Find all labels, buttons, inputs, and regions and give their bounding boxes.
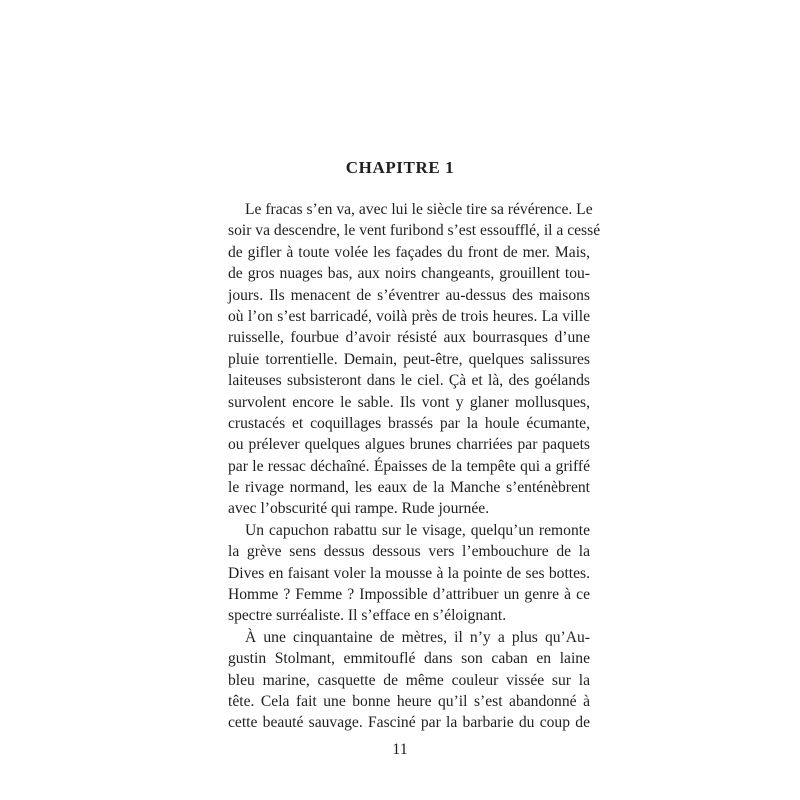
text-line: ou prélever quelques algues brunes charriées par paquets [228, 436, 590, 454]
text-line: par le ressac déchaîné. Épaisses de la tempête qui a griffé [228, 457, 590, 475]
text-line: jours. Ils menacent de s’éventrer au-dessus des maisons [228, 286, 590, 304]
text-line: Le fracas s’en va, avec lui le siècle tire sa révérence. Le [245, 201, 593, 218]
text-line: laiteuses subsisteront dans le ciel. Çà et là, des goélands [228, 372, 590, 390]
text-line: avec l’obscurité qui rampe. Rude journée. [228, 500, 490, 518]
text-line: survolent encore le sable. Ils vont y glaner mollusques, [228, 393, 590, 411]
text-line: cette beauté sauvage. Fasciné par la barbarie du coup de [228, 714, 590, 732]
text-line: de gifler à toute volée les façades du front de mer. Mais, [228, 243, 590, 261]
text-line: tête. Cela fait une bonne heure qu’il s’est abandonné à [228, 692, 590, 710]
text-line: où l’on s’est barricadé, voilà près de trois heures. La ville [228, 307, 590, 325]
text-line: la grève sens dessus dessous vers l’embouchure de la [228, 543, 590, 561]
text-line: le rivage normand, les eaux de la Manche s’enténèbrent [228, 479, 590, 497]
text-line: bleu marine, casquette de même couleur vissée sur la [228, 671, 590, 689]
page-number: 11 [392, 741, 408, 758]
text-line: Dives en faisant voler la mousse à la pointe de ses bottes. [228, 564, 590, 582]
text-line: Un capuchon rabattu sur le visage, quelqu’un remonte [245, 521, 590, 539]
text-line: soir va descendre, le vent furibond s’est essoufflé, il a cessé [228, 222, 601, 240]
text-line: ruisselle, fourbue d’avoir résisté aux bourrasques d’une [228, 329, 590, 347]
text-line: crustacés et coquillages brassés par la houle écumante, [228, 414, 590, 432]
text-line: gustin Stolmant, emmitouflé dans son caban en laine [228, 650, 590, 668]
chapter-title: CHAPITRE 1 [345, 158, 455, 177]
text-line: À une cinquantaine de mètres, il n’y a plus qu’Au- [245, 628, 590, 646]
body-text [228, 199, 601, 734]
text-line: spectre surréaliste. Il s’efface en s’éloignant. [228, 607, 507, 625]
text-line: pluie torrentielle. Demain, peut-être, quelques salissures [228, 350, 590, 368]
text-line: Homme ? Femme ? Impossible d’attribuer un genre à ce [228, 586, 590, 604]
text-line: de gros nuages bas, aux noirs changeants, grouillent tou- [228, 265, 590, 283]
